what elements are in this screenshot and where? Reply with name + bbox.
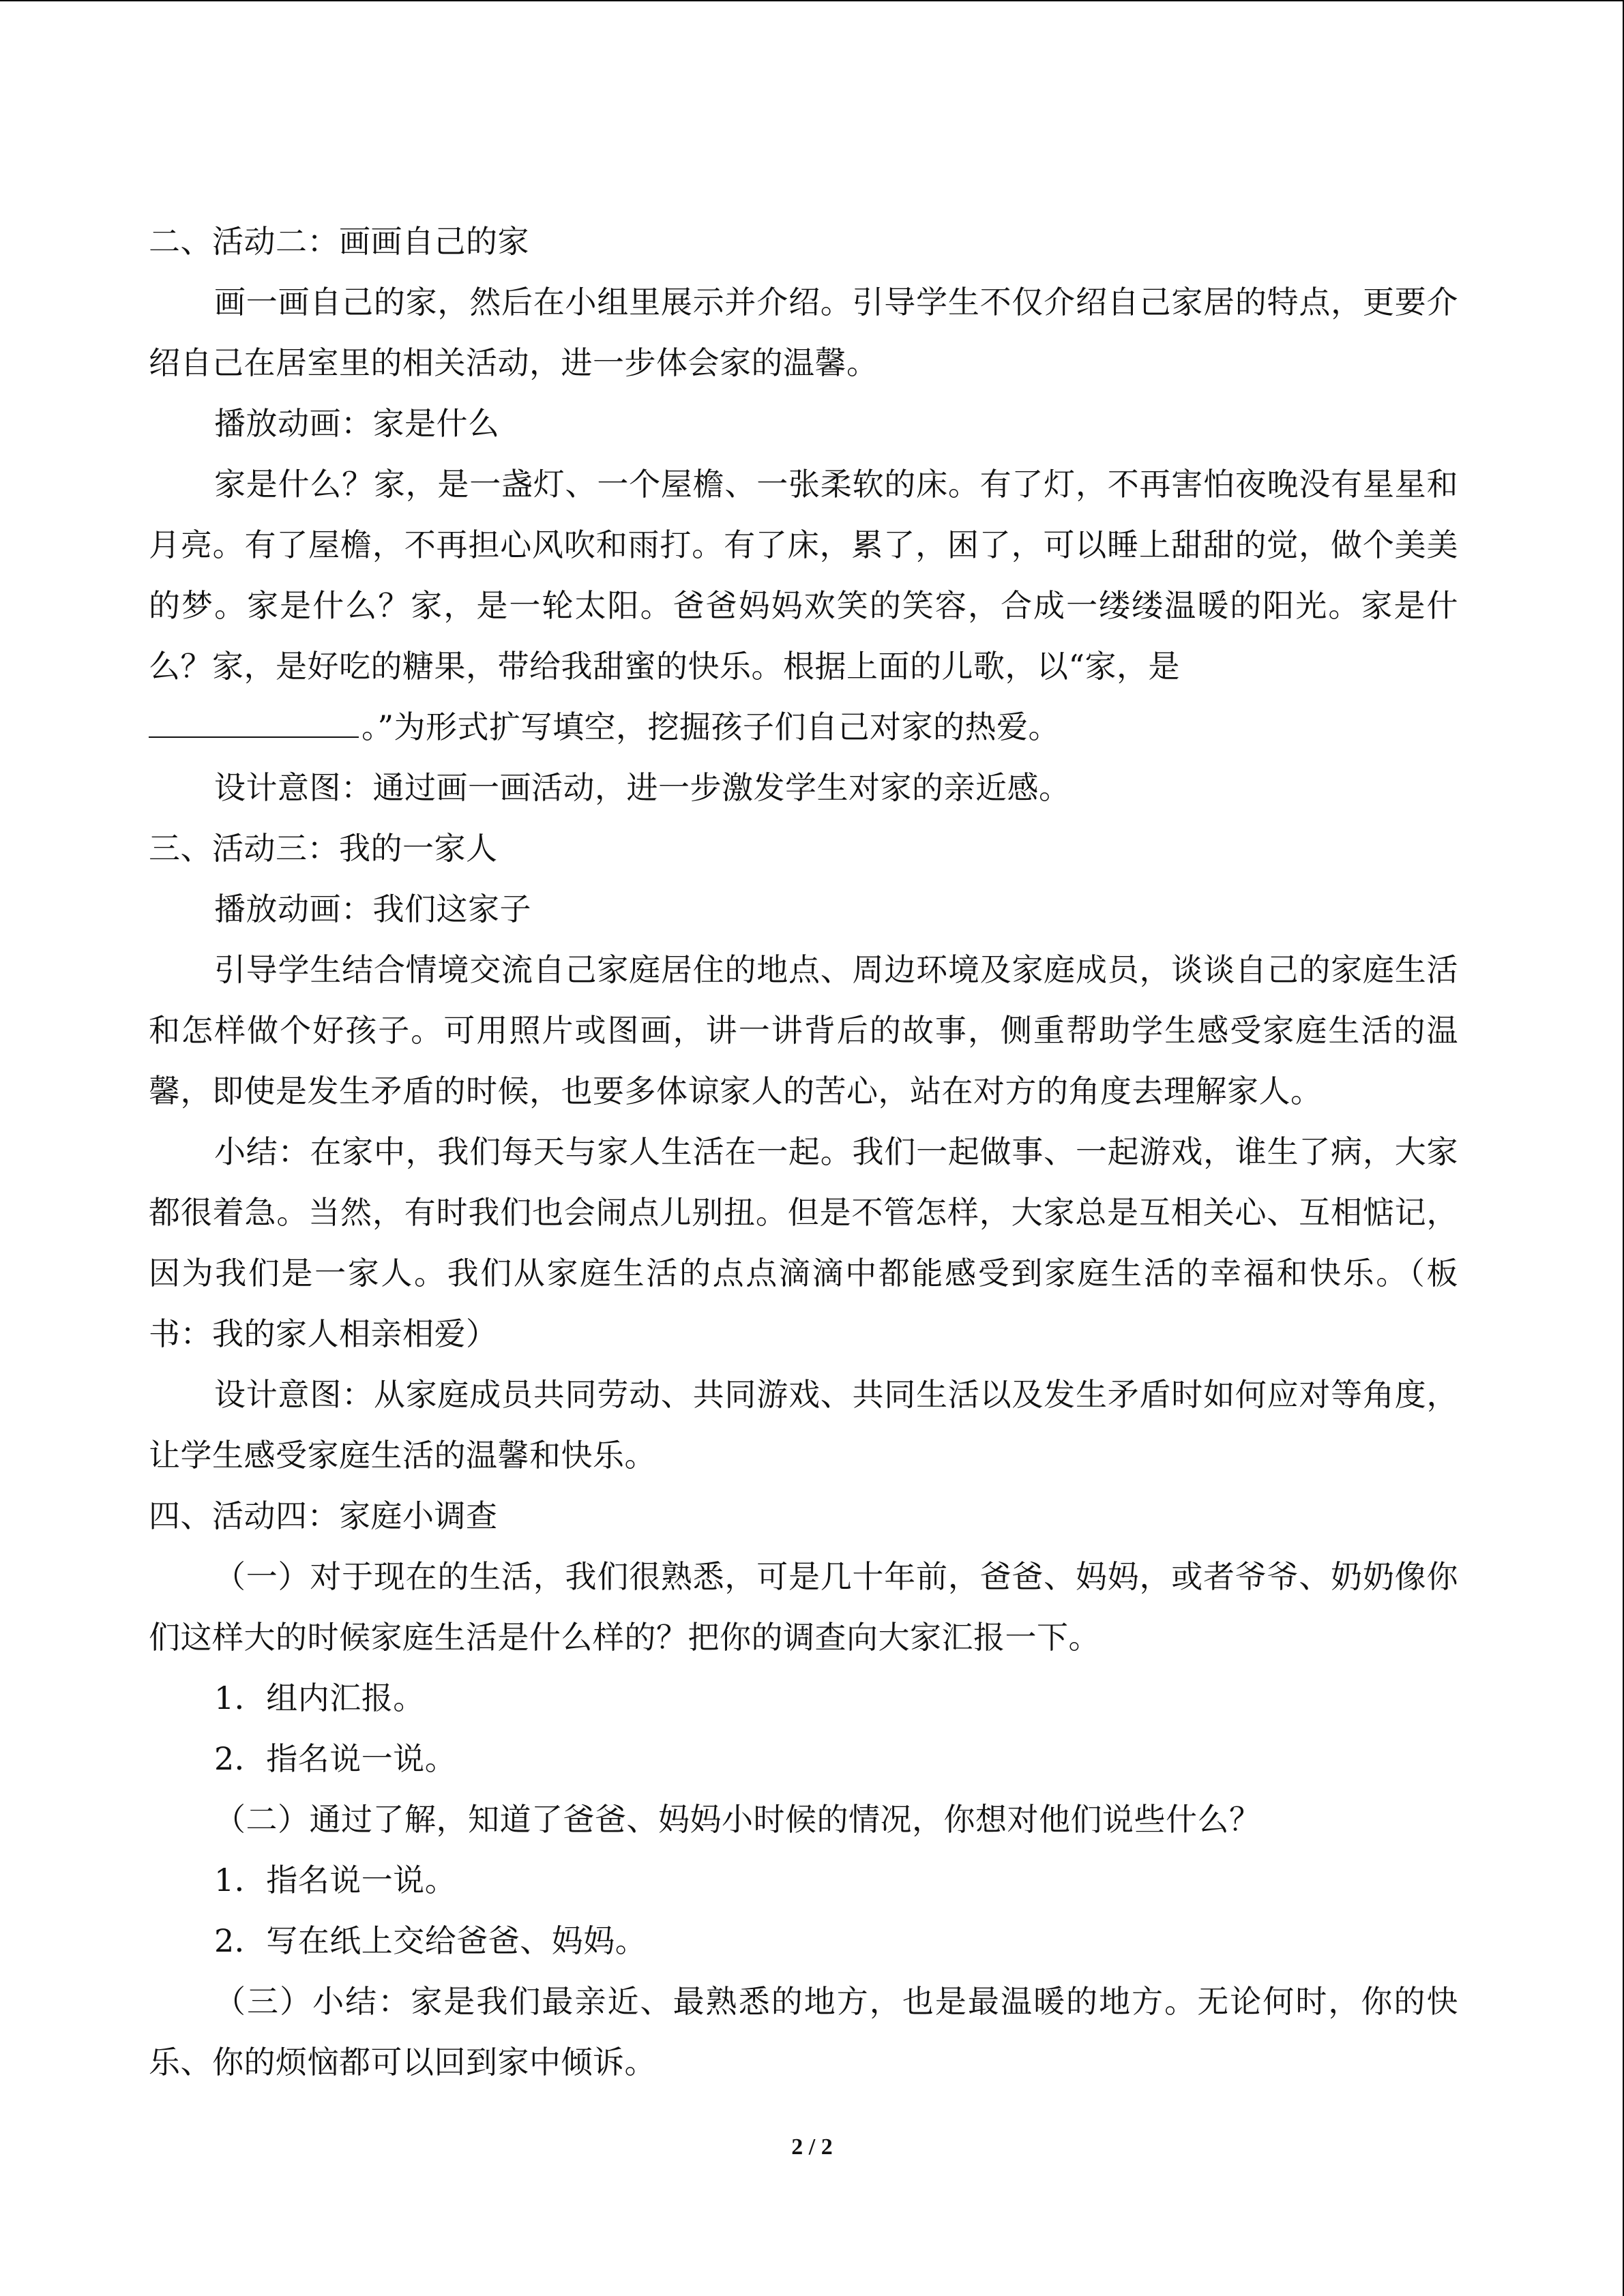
page-number: 2 / 2 [791,2134,833,2160]
top-border-line [0,0,1624,1]
paragraph-design-intent-2: 设计意图：从家庭成员共同劳动、共同游戏、共同生活以及发生矛盾时如何应对等角度，让学生感受家庭生活的温馨和快乐。 [149,1376,1458,1474]
paragraph-fill-blank [149,697,1458,758]
paragraph-survey-part-1: （一）对于现在的生活，我们很熟悉，可是几十年前，爸爸、妈妈，或者爷爷、奶奶像你们这样大的时候家庭生活是什么样的？把你的调查向大家汇报一下。 [149,1558,1458,1656]
paragraph-design-intent-1: 设计意图：通过画一画活动，进一步激发学生对家的亲近感。 [214,769,1071,806]
section-heading-activity-4: 四、活动四：家庭小调查 [149,1497,498,1534]
paragraph-draw-home: 画一画自己的家，然后在小组里展示并介绍。引导学生不仅介绍自己家居的特点，更要介绍自己在居室里的相关活动，进一步体会家的温馨。 [149,284,1458,381]
paragraph-what-is-home: 家是什么？家，是一盏灯、一个屋檐、一张柔软的床。有了灯，不再害怕夜晚没有星星和月亮。有了屋檐，不再担心风吹和雨打。有了床，累了，困了，可以睡上甜甜的觉，做个美美的梦。家是什么？家，是一轮太阳。爸爸妈妈欢笑的笑容，合成一缕缕温暖的阳光。家是什么？家，是好吃的糖果，带给我甜蜜的快乐。根据上面的儿歌，以“家，是 [149,466,1458,685]
paragraph-survey-part-2: （二）通过了解，知道了爸爸、妈妈小时候的情况，你想对他们说些什么？ [214,1801,1261,1838]
list-item-write-paper: 2．写在纸上交给爸爸、妈妈。 [214,1922,647,1959]
fill-blank-text: 。”为形式扩写填空，挖掘孩子们自己对家的热爱。 [361,709,1061,745]
section-heading-activity-3: 三、活动三：我的一家人 [149,830,498,867]
list-item-group-report: 1．组内汇报。 [214,1680,425,1716]
section-heading-activity-2: 二、活动二：画画自己的家 [149,223,529,260]
paragraph-summary-family: 小结：在家中，我们每天与家人生活在一起。我们一起做事、一起游戏，谁生了病，大家都很着急。当然，有时我们也会闹点儿别扭。但是不管怎样，大家总是互相关心、互相惦记，因为我们是一家人。我们从家庭生活的点点滴滴中都能感受到家庭生活的幸福和快乐。（板书：我的家人相亲相爱） [149,1133,1458,1352]
paragraph-guide-students: 引导学生结合情境交流自己家庭居住的地点、周边环境及家庭成员，谈谈自己的家庭生活和怎样做个好孩子。可用照片或图画，讲一讲背后的故事，侧重帮助学生感受家庭生活的温馨，即使是发生矛盾的时候，也要多体谅家人的苦心，站在对方的角度去理解家人。 [149,951,1458,1109]
list-item-name-speak-2: 1．指名说一说。 [214,1862,457,1898]
paragraph-play-animation-1: 播放动画：家是什么 [214,405,500,442]
paragraph-play-animation-2: 播放动画：我们这家子 [214,891,531,927]
paragraph-survey-summary: （三）小结：家是我们最亲近、最熟悉的地方，也是最温暖的地方。无论何时，你的快乐、你的烦恼都可以回到家中倾诉。 [149,1983,1458,2081]
document-body [149,211,1458,2093]
list-item-name-speak-1: 2．指名说一说。 [214,1740,457,1777]
fill-in-blank-line [149,709,359,738]
